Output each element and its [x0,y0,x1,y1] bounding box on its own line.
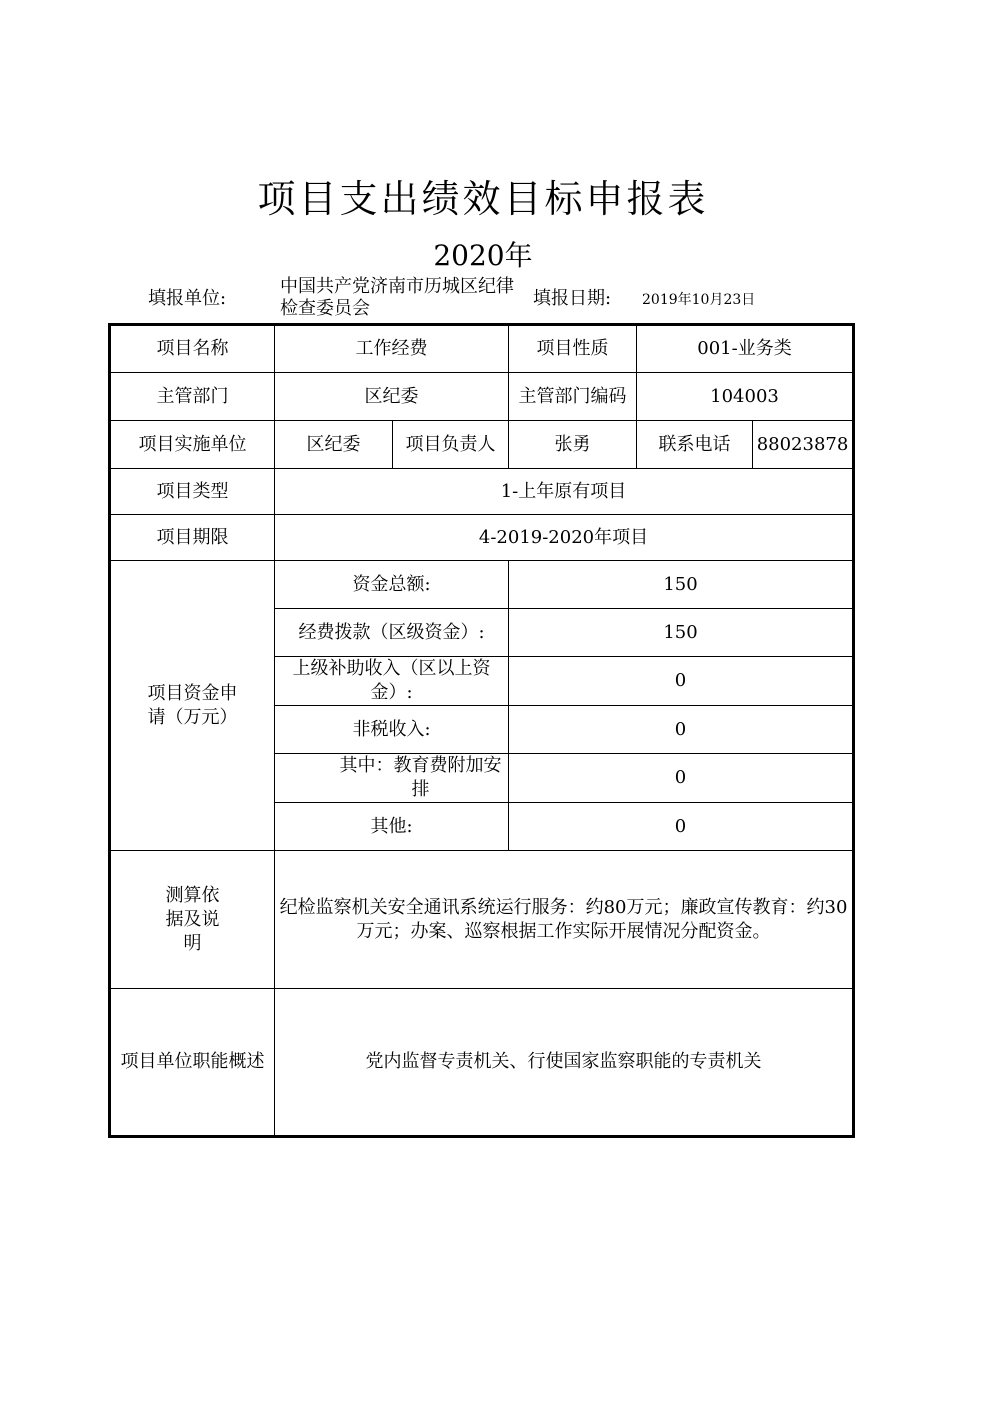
funds-label: 项目资金申请（万元） [110,561,275,851]
type-value: 1-上年原有项目 [275,469,854,515]
date-label: 填报日期: [533,288,612,309]
table-row [110,421,854,469]
nontax-label: 非税收入: [275,706,509,754]
appropriation-value: 150 [509,609,854,657]
phone-label: 联系电话 [637,421,753,469]
subsidy-value: 0 [509,657,854,706]
table-row [110,515,854,561]
dept-label: 主管部门 [110,373,275,421]
appropriation-label: 经费拨款（区级资金）: [275,609,509,657]
project-nature-value: 001-业务类 [637,325,854,373]
phone-value: 88023878 [753,421,854,469]
period-label: 项目期限 [110,515,275,561]
nontax-value: 0 [509,706,854,754]
type-label: 项目类型 [110,469,275,515]
leader-value: 张勇 [509,421,637,469]
unit-value: 中国共产党济南市历城区纪律检查委员会 [280,276,514,319]
subsidy-label: 上级补助收入（区以上资金）: [275,657,509,706]
funds-total-label: 资金总额: [275,561,509,609]
basis-text: 纪检监察机关安全通讯系统运行服务：约80万元；廉政宣传教育：约30万元；办案、巡察根据工作实际开展情况分配资金。 [275,851,854,989]
impl-unit-value: 区纪委 [275,421,393,469]
unit-label: 填报单位: [148,288,227,309]
report-year: 2020年 [433,239,533,272]
table-row [110,561,854,609]
project-name-value: 工作经费 [275,325,509,373]
edu-surcharge-label: 其中：教育费附加安排 [275,754,509,803]
other-value: 0 [509,803,854,851]
table-row [110,989,854,1137]
table-row [110,373,854,421]
project-name-label: 项目名称 [110,325,275,373]
leader-label: 项目负责人 [393,421,509,469]
dept-value: 区纪委 [275,373,509,421]
dept-code-label: 主管部门编码 [509,373,637,421]
date-value: 2019年10月23日 [642,292,756,308]
table-row [110,469,854,515]
dept-code-value: 104003 [637,373,854,421]
function-label: 项目单位职能概述 [110,989,275,1137]
basis-label: 测算依据及说明 [110,851,275,989]
table-row [110,851,854,989]
funds-total-value: 150 [509,561,854,609]
table-row [110,325,854,373]
page-title: 项目支出绩效目标申报表 [257,177,709,221]
declaration-table [108,323,855,1138]
edu-surcharge-value: 0 [509,754,854,803]
period-value: 4-2019-2020年项目 [275,515,854,561]
function-text: 党内监督专责机关、行使国家监察职能的专责机关 [275,989,854,1137]
project-nature-label: 项目性质 [509,325,637,373]
impl-unit-label: 项目实施单位 [110,421,275,469]
other-label: 其他: [275,803,509,851]
